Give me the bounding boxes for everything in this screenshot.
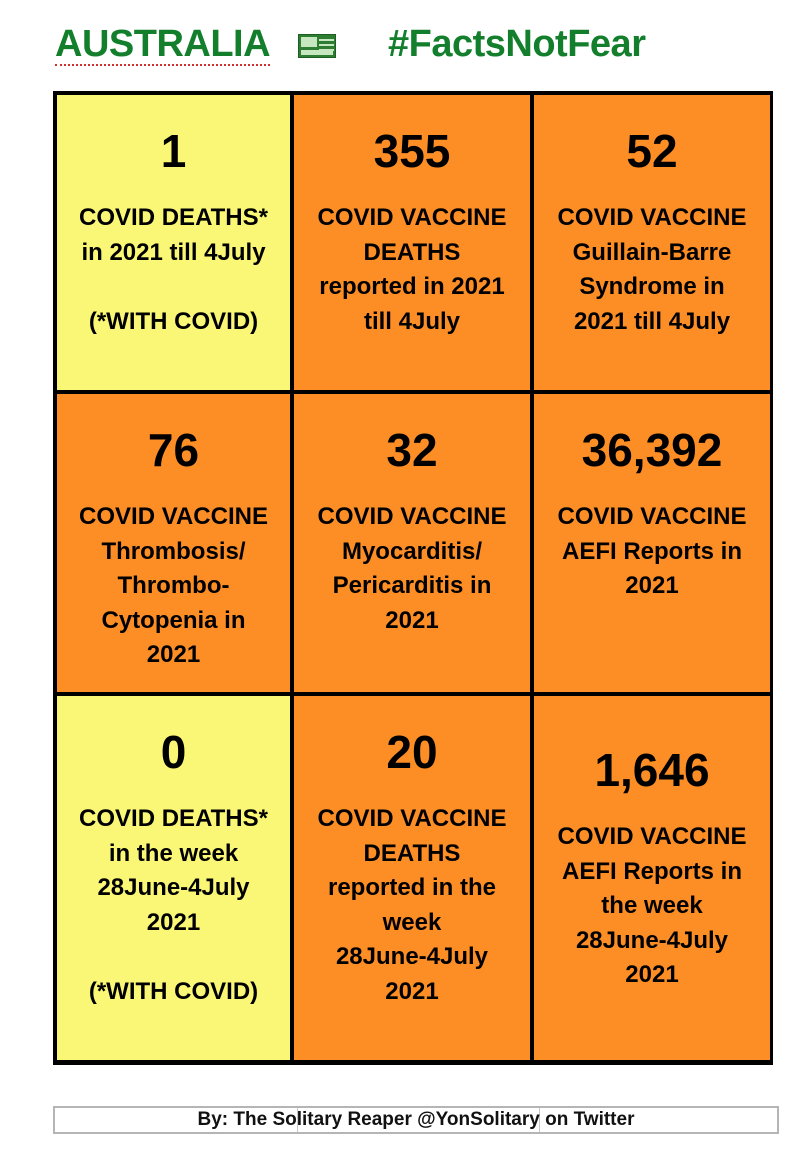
fact-cell-myocarditis bbox=[294, 394, 530, 692]
fact-cell-vaccine-deaths-2021 bbox=[294, 95, 530, 390]
fact-cell-covid-deaths-2021 bbox=[57, 95, 290, 390]
fact-description: COVID DEATHS* in 2021 till 4July (*WITH COVID) bbox=[79, 204, 268, 335]
fact-description: COVID VACCINE AEFI Reports in 2021 bbox=[557, 503, 747, 599]
fact-number: 76 bbox=[147, 424, 200, 476]
fact-description: COVID DEATHS* in the week 28June-4July 2021 (*WITH COVID) bbox=[79, 805, 268, 1005]
fact-description: COVID VACCINE DEATHS reported in the week 28June-4July 2021 bbox=[317, 805, 507, 1005]
australia-flag-icon bbox=[298, 34, 336, 58]
fact-cell-aefi-reports-2021 bbox=[534, 394, 770, 692]
facts-grid bbox=[53, 91, 773, 1065]
fact-description: COVID VACCINE DEATHS reported in 2021 till 4July bbox=[317, 204, 507, 335]
footer-credit: By: The Solitary Reaper @YonSolitary on Twitter bbox=[197, 1109, 635, 1130]
fact-cell-thrombosis bbox=[57, 394, 290, 692]
fact-description: COVID VACCINE Myocarditis/ Pericarditis in 2021 bbox=[317, 503, 507, 634]
fact-description: COVID VACCINE Thrombosis/ Thrombo- Cytopenia in 2021 bbox=[79, 503, 268, 668]
fact-cell-covid-deaths-week bbox=[57, 696, 290, 1060]
fact-description: COVID VACCINE Guillain-Barre Syndrome in 2021 till 4July bbox=[557, 204, 747, 335]
footer-credit-box bbox=[53, 1106, 779, 1134]
country-title: AUSTRALIA bbox=[55, 23, 271, 65]
fact-number: 1,646 bbox=[594, 744, 710, 796]
fact-number: 1 bbox=[160, 125, 187, 177]
fact-description: COVID VACCINE AEFI Reports in the week 28June-4July 2021 bbox=[557, 823, 747, 988]
fact-cell-guillain-barre bbox=[534, 95, 770, 390]
fact-number: 52 bbox=[626, 125, 678, 177]
fact-number: 20 bbox=[386, 726, 438, 778]
fact-number: 0 bbox=[160, 726, 187, 778]
fact-number: 355 bbox=[373, 125, 451, 177]
fact-number: 32 bbox=[386, 424, 438, 476]
fact-number: 36,392 bbox=[581, 424, 723, 476]
header bbox=[0, 22, 812, 72]
hashtag-title: #FactsNotFear bbox=[388, 23, 646, 65]
fact-cell-vaccine-deaths-week bbox=[294, 696, 530, 1060]
fact-cell-aefi-reports-week bbox=[534, 696, 770, 1060]
